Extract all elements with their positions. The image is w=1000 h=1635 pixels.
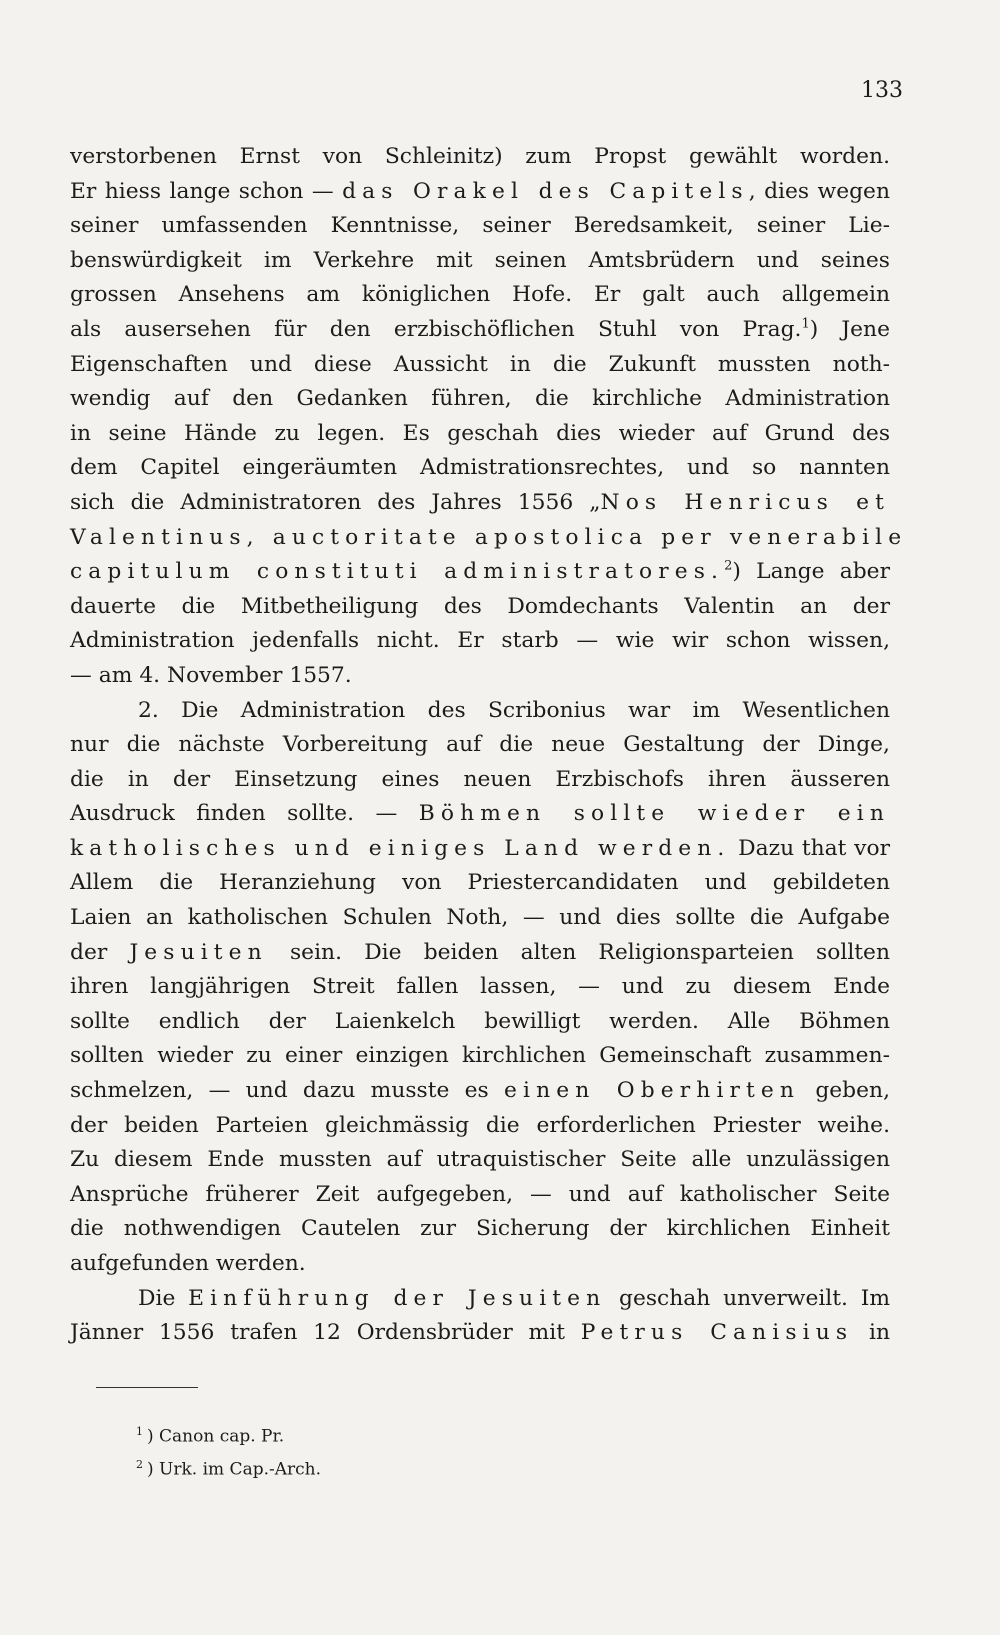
spaced-emphasis: capitulum constituti administratores. bbox=[70, 559, 725, 585]
text-line bbox=[70, 417, 890, 452]
spaced-emphasis: katholisches und einiges Land werden. bbox=[70, 835, 731, 861]
footnote-text: ) Urk. im Cap.-Arch. bbox=[147, 1459, 322, 1480]
line-text: geben, bbox=[800, 1078, 890, 1104]
text-line bbox=[70, 936, 890, 971]
line-text: , dies wegen bbox=[748, 178, 890, 204]
line-text: Die bbox=[138, 1285, 189, 1311]
line-text: Er hiess lange schon — bbox=[70, 178, 343, 204]
line-text: 2. Die Administration des Scribonius war im Wesentlichen bbox=[138, 697, 890, 723]
text-line bbox=[70, 521, 908, 556]
line-text: verstorbenen Ernst von Schleinitz) zum Propst gewählt worden. bbox=[70, 144, 890, 169]
line-text: als ausersehen für den erzbischöflichen Stuhl von Prag. bbox=[70, 316, 802, 342]
line-text: Allem die Heranziehung von Priestercandidaten und gebildeten bbox=[70, 870, 890, 896]
text-line bbox=[70, 901, 890, 936]
body-text bbox=[70, 140, 908, 1351]
text-line bbox=[70, 1039, 890, 1074]
line-text: in seine Hände zu legen. Es geschah dies wieder auf Grund des bbox=[70, 420, 890, 446]
line-text: sich die Administratoren des Jahres 1556 „ bbox=[70, 489, 601, 515]
text-line bbox=[70, 382, 890, 417]
spaced-emphasis: Einführung der Jesuiten bbox=[188, 1285, 607, 1311]
text-line bbox=[70, 763, 890, 798]
text-line bbox=[70, 555, 890, 590]
line-text: aufgefunden werden. bbox=[70, 1251, 306, 1276]
line-text: Laien an katholischen Schulen Noth, — und dies sollte die Aufgabe bbox=[70, 905, 890, 931]
text-line bbox=[70, 244, 890, 279]
footnote-text: ) Canon cap. Pr. bbox=[147, 1426, 285, 1447]
line-text: sollten wieder zu einer einzigen kirchlichen Gemeinschaft zusammen- bbox=[70, 1043, 890, 1069]
footnote-mark: 1 bbox=[136, 1425, 143, 1438]
text-line bbox=[70, 1212, 890, 1247]
spaced-emphasis: einen Oberhirten bbox=[504, 1078, 801, 1104]
text-line bbox=[70, 1005, 890, 1040]
line-text: dem Capitel eingeräumten Admistrationsrechtes, und so nannten bbox=[70, 455, 890, 481]
text-line bbox=[70, 1074, 890, 1109]
line-text: wendig auf den Gedanken führen, die kirchliche Administration bbox=[70, 386, 890, 412]
footnote-reference: 1 bbox=[801, 316, 810, 332]
line-text: grossen Ansehens am königlichen Hofe. Er galt auch allgemein bbox=[70, 282, 890, 308]
line-text: Ausdruck finden sollte. — bbox=[70, 801, 419, 827]
footnotes bbox=[136, 1418, 321, 1483]
footnote-divider bbox=[96, 1387, 198, 1388]
text-line bbox=[70, 694, 890, 729]
text-line bbox=[70, 278, 890, 313]
line-text: die nothwendigen Cautelen zur Sicherung der kirchlichen Einheit bbox=[70, 1216, 890, 1242]
line-text: benswürdigkeit im Verkehre mit seinen Amtsbrüdern und seines bbox=[70, 247, 890, 273]
text-line bbox=[70, 348, 890, 383]
spaced-emphasis: das Orakel des Capitels bbox=[342, 178, 749, 204]
spaced-emphasis: Petrus Canisius bbox=[580, 1320, 854, 1346]
line-text: Ansprüche früherer Zeit aufgegeben, — und auf katholischer Seite bbox=[70, 1181, 890, 1207]
spaced-emphasis: Jesuiten bbox=[129, 939, 268, 965]
line-text: ihren langjährigen Streit fallen lassen, — und zu diesem Ende bbox=[70, 974, 890, 1000]
text-line bbox=[70, 1247, 890, 1282]
text-line bbox=[70, 1282, 890, 1317]
line-text: geschah unverweilt. Im bbox=[606, 1285, 890, 1311]
line-text: in bbox=[853, 1320, 890, 1346]
text-line bbox=[70, 1143, 890, 1178]
line-text: die in der Einsetzung eines neuen Erzbischofs ihren äusseren bbox=[70, 766, 890, 792]
line-text: nur die nächste Vorbereitung auf die neue Gestaltung der Dinge, bbox=[70, 732, 890, 758]
footnote bbox=[136, 1451, 321, 1484]
line-text: Eigenschaften und diese Aussicht in die Zukunft mussten noth- bbox=[70, 351, 890, 377]
text-line bbox=[70, 866, 890, 901]
text-line bbox=[70, 1109, 890, 1144]
line-text: sein. Die beiden alten Religionsparteien sollten bbox=[267, 939, 890, 965]
line-text: Administration jedenfalls nicht. Er starb — wie wir schon wissen, bbox=[70, 628, 890, 654]
spaced-emphasis: Valentinus, auctoritate apostolica per venerabile bbox=[70, 524, 908, 550]
line-text: ) Jene bbox=[809, 316, 890, 342]
footnote bbox=[136, 1418, 321, 1451]
text-line bbox=[70, 659, 890, 694]
line-text: — am 4. November 1557. bbox=[70, 662, 352, 688]
text-line bbox=[70, 590, 890, 625]
text-line bbox=[70, 797, 890, 832]
page-number: 133 bbox=[861, 78, 903, 103]
line-text: der beiden Parteien gleichmässig die erforderlichen Priester weihe. bbox=[70, 1112, 890, 1138]
text-line bbox=[70, 728, 890, 763]
text-line bbox=[70, 175, 890, 210]
text-line bbox=[70, 140, 890, 175]
line-text: Jänner 1556 trafen 12 Ordensbrüder mit bbox=[70, 1320, 581, 1346]
line-text: seiner umfassenden Kenntnisse, seiner Beredsamkeit, seiner Lie- bbox=[70, 213, 890, 239]
line-text: schmelzen, — und dazu musste es bbox=[70, 1078, 505, 1104]
text-line bbox=[70, 486, 890, 521]
line-text: sollte endlich der Laienkelch bewilligt werden. Alle Böhmen bbox=[70, 1008, 890, 1034]
text-line bbox=[70, 451, 890, 486]
line-text: Dazu that vor bbox=[730, 835, 890, 861]
text-line bbox=[70, 624, 890, 659]
line-text: der bbox=[70, 939, 130, 965]
line-text: dauerte die Mitbetheiligung des Domdechants Valentin an der bbox=[70, 593, 890, 619]
spaced-emphasis: Nos Henricus et bbox=[600, 489, 890, 515]
line-text: ) Lange aber bbox=[732, 559, 890, 585]
text-line bbox=[70, 1178, 890, 1213]
footnote-reference: 2 bbox=[724, 558, 733, 574]
spaced-emphasis: Böhmen sollte wieder ein bbox=[418, 801, 891, 827]
footnote-mark: 2 bbox=[136, 1457, 143, 1471]
text-line bbox=[70, 313, 890, 348]
text-line bbox=[70, 970, 890, 1005]
text-line bbox=[70, 209, 890, 244]
text-line bbox=[70, 832, 890, 867]
text-line bbox=[70, 1316, 890, 1351]
line-text: Zu diesem Ende mussten auf utraquistischer Seite alle unzulässigen bbox=[70, 1147, 890, 1173]
